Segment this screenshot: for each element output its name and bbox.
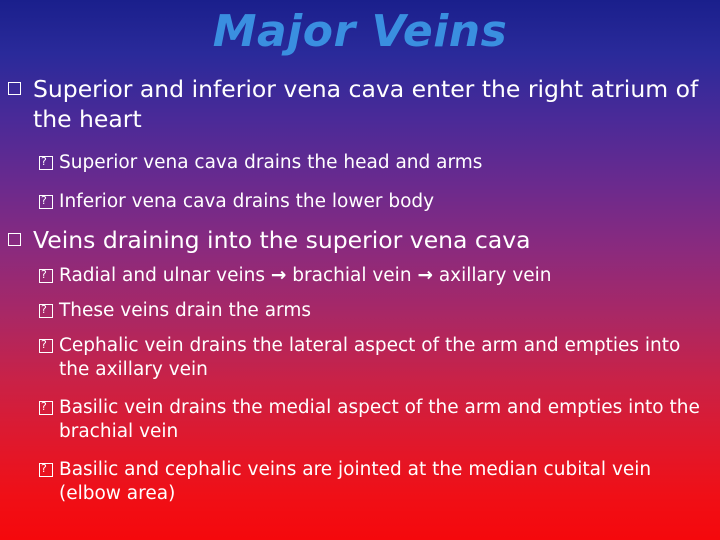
sub-bullet-text-part: axillary vein [438, 265, 552, 286]
bullet-text: Superior and inferior vena cava enter the right atrium of the heart [33, 75, 699, 133]
sub-bullet-item-5 [37, 334, 712, 382]
sub-bullet-text-part: brachial vein [292, 265, 412, 286]
sub-bullet-item-6 [37, 396, 712, 444]
sub-bullet-icon [39, 401, 53, 415]
sub-bullet-item-4 [37, 299, 712, 323]
sub-bullet-text: Basilic vein drains the medial aspect of the arm and empties into the brachial vein [59, 397, 700, 442]
bullet-item-1 [8, 74, 706, 134]
bullet-text: Veins draining into the superior vena cava [33, 226, 531, 254]
sub-bullet-text: Basilic and cephalic veins are jointed at the median cubital vein (elbow area) [59, 459, 652, 504]
sub-bullet-icon [39, 339, 53, 353]
bullet-item-2 [8, 225, 706, 255]
sub-bullet-item-1 [37, 151, 712, 175]
square-bullet-icon [8, 233, 21, 246]
sub-bullet-text: Inferior vena cava drains the lower body [59, 191, 435, 212]
right-arrow-icon: → [417, 265, 433, 286]
square-bullet-icon [8, 82, 21, 95]
sub-bullet-icon [39, 156, 53, 170]
sub-bullet-icon [39, 195, 53, 209]
right-arrow-icon: → [270, 265, 287, 286]
sub-bullet-text: These veins drain the arms [59, 300, 311, 321]
sub-bullet-item-7 [37, 458, 712, 506]
slide-title: Major Veins [212, 6, 508, 57]
sub-bullet-icon [39, 304, 53, 318]
sub-bullet-icon [39, 269, 53, 283]
sub-bullet-item-3 [37, 264, 712, 288]
sub-bullet-text-part: Radial and ulnar veins [59, 265, 265, 286]
sub-bullet-item-2 [37, 190, 712, 214]
sub-bullet-text: Cephalic vein drains the lateral aspect of the arm and empties into the axillary vein [59, 335, 681, 380]
sub-bullet-icon [39, 463, 53, 477]
sub-bullet-text: Superior vena cava drains the head and arms [59, 152, 483, 173]
